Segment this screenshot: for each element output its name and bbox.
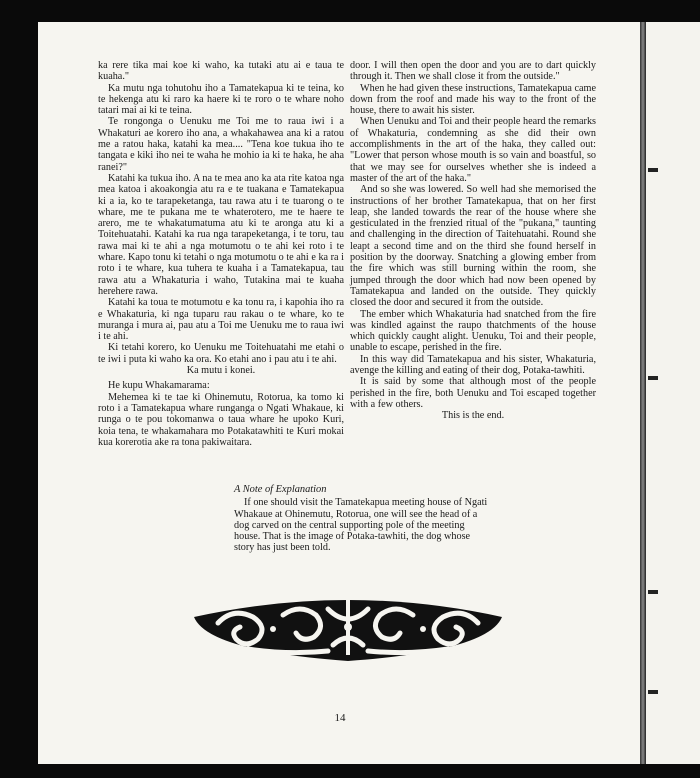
paragraph: And so she was lowered. So well had she memorised the instructions of her brother Tamatekapua, that on her first leap, she landed towards the rear of the house where she gesticulated in the frenzied ritual of the "pukana," taunting and challenging in the direction of Taitehuatahi. Round she leapt a second time and on the third she found herself in position by the doorway. Snatching a glowing ember from the fire which was still burning within the room, she jumped through the door which had now been opened by Tamatekapua and landed on the outside. They quickly closed the door and secured it from the outside. — [350, 184, 596, 309]
note-text: If one should visit the Tamatekapua meeting house of Ngati Whakaue at Ohinemutu, Rotorua, one will see the head of a dog carved on the central supporting pole of the meeting house. That is the image of Potaka-tawhiti, the dog whose story has just been told. — [234, 497, 488, 554]
paragraph: ka rere tika mai koe ki waho, ka tutaki atu ai e taua te kuaha." — [98, 60, 344, 83]
paragraph: The ember which Whakaturia had snatched from the fire was kindled against the raupo thatchments of the house which quickly caught alight. Uenuku, Toi and their people, unable to escape, perished in the fire. — [350, 308, 596, 354]
binding-stitch — [648, 168, 658, 172]
paragraph: When Uenuku and Toi and their people heard the remarks of Whakaturia, condemning as she did their own accomplishments in the art of the haka, they called out: "Lower that person whose mouth is so vain and boastful, so that we may see for ourselves whether she is indeed a master of the art of the haka." — [350, 116, 596, 184]
paragraph: When he had given these instructions, Tamatekapua came down from the roof and made his way to the front of the house, there to await his sister. — [350, 82, 596, 117]
paragraph: door. I will then open the door and you are to dart quickly through it. Then we shall close it from the outside." — [350, 60, 596, 83]
explanation-heading: He kupu Whakamarama: — [108, 380, 210, 392]
page-number: 14 — [334, 712, 346, 724]
ending-line: This is the end. — [441, 410, 505, 422]
english-text-column — [350, 60, 596, 422]
paragraph: Te rongonga o Uenuku me Toi me to raua iwi i a Whakaturi ae korero iho ana, a whakahawea ana ki a ratou me a ratou haka, katahi ka mea.... "Tena koe tukua iho te tangata e kiki iho nei te waha he mohio ia ki te haka, he aha ranei?" — [98, 116, 344, 173]
ending-line: Ka mutu i konei. — [186, 365, 256, 377]
paragraph: In this way did Tamatekapua and his sister, Whakaturia, avenge the killing and eating of their dog, Potaka-tawhiti. — [350, 353, 596, 377]
paragraph: Katahi ka tukua iho. A na te mea ano ka ata rite katoa nga mea katoa i akoakongia atu ra e te tuakana e Tamatekapua ki a ia, ko te tarapeketanga, tau rawa atu i te tuarong o te whare, me te pukana me te whaterotero, me te haere te arero, me te whakatumatuma atu ki te aronga atu ki a Toitehuatahi. Katahi ka rua nga tarapeketanga, i te toru, tau rawa mai ki te ahi a nga motumotu o te ahi kei roto i te whare. Kapo tonu ki tetahi o nga motumotu o te ahi e ka ra i roto i te whare, kua tuhera te kuaha i a Tamatekapua, tau rawa atu a Whakaturia i waho, Tutakina mai te kuaha herehere rawa. — [98, 172, 344, 297]
binding-stitch — [648, 376, 658, 380]
paragraph: Ka mutu nga tohutohu iho a Tamatekapua ki te teina, ko te hekenga atu ki raro ka haere ki te roro o te whare noho tatari mai ai ki te teina. — [98, 82, 344, 117]
book-page — [38, 22, 644, 764]
adjacent-page-edge — [646, 22, 700, 764]
kowhaiwhai-ornament-icon — [188, 589, 508, 665]
binding-stitch — [648, 590, 658, 594]
paragraph: It is said by some that although most of the people perished in the fire, both Uenuku and Toi escaped together with a few others. — [350, 376, 596, 410]
paragraph: Ki tetahi korero, ko Uenuku me Toitehuatahi me etahi o te iwi i puta ki waho ka ora. Ko etahi ano i pau atu i te ahi. — [98, 342, 344, 365]
paragraph: Katahi ka toua te motumotu e ka tonu ra, i kapohia iho ra e Whakaturia, ki nga tuparu rau rakau o te whare, ko te muranga i mura ai, pau atu a Toi me Uenuku me to raua iwi i te ahi. — [98, 297, 344, 343]
binding-stitch — [648, 690, 658, 694]
maori-text-column — [98, 60, 344, 448]
explanation-paragraph: Mehemea ki te tae ki Ohinemutu, Rotorua, ka tomo ki roto i a Tamatekapua whare runganga o Ngati Whakaue, ki runga o te pou tokomanwa o taua whare he upoko Kuri, koia tena, te whakamahara mo Potakatawhiti te Kuri mokai kua korerotia ake ra tona pakiwaitara. — [98, 391, 344, 448]
note-heading: A Note of Explanation — [234, 484, 327, 495]
note-of-explanation — [234, 484, 490, 554]
